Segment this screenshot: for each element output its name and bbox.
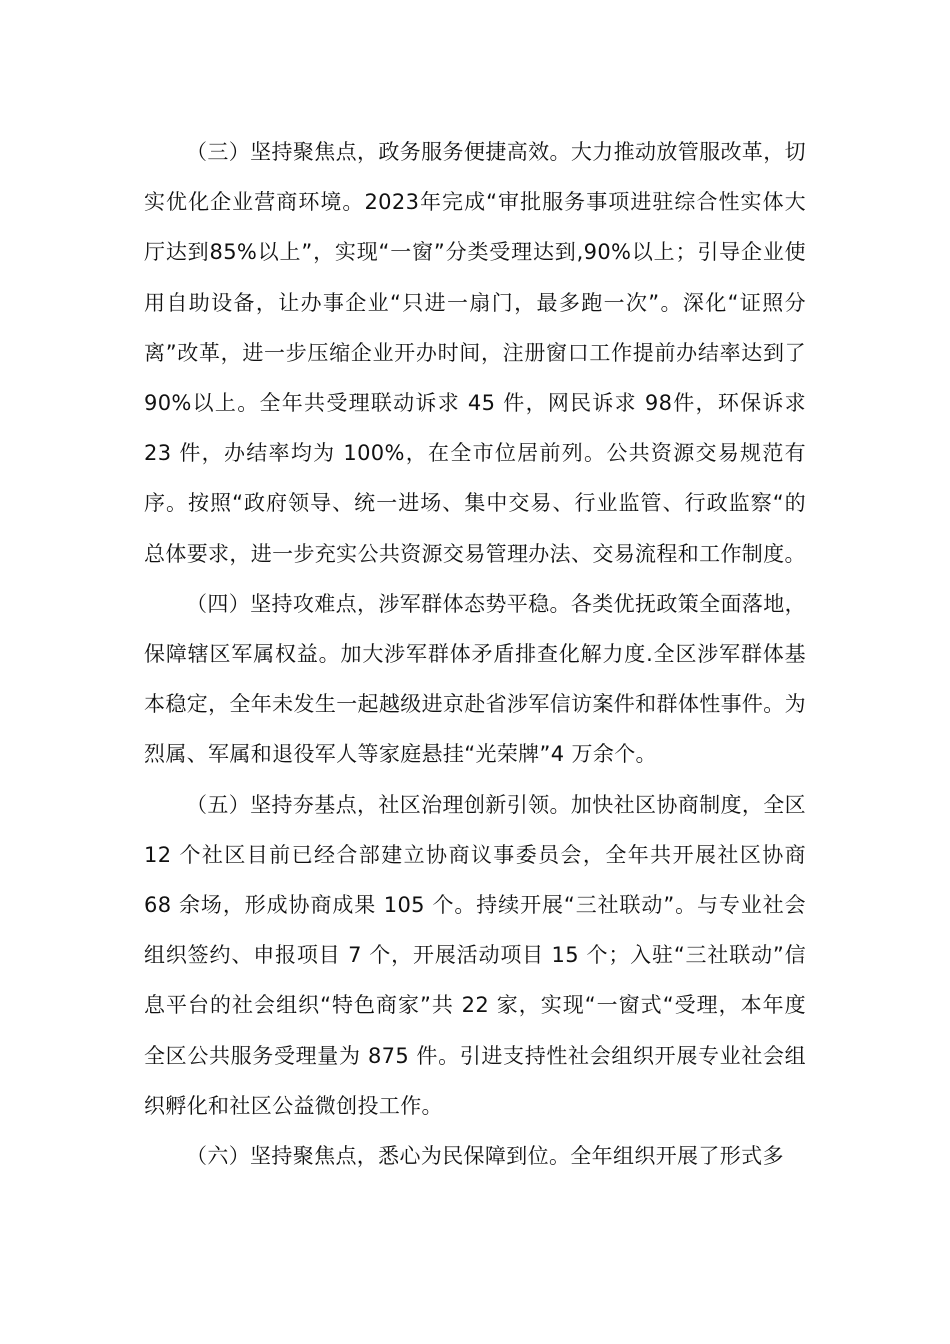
paragraph-government-services: （三）坚持聚焦点，政务服务便捷高效。大力推动放管服改革，切实优化企业营商环境。2023年完成“审批服务事项进驻综合性实体大厅达到85%以上”，实现“一窗”分类受理达到,90%以上；引导企业使用自助设备，让办事企业“只进一扇门，最多跑一次”。深化“证照分离”改革，进一步压缩企业开办时间，注册窗口工作提前办结率达到了 90%以上。全年共受理联动诉求 45 件，网民诉求 98件，环保诉求 23 件，办结率均为 100%，在全市位居前列。公共资源交易规范有序。按照“政府领导、统一进场、集中交易、行业监管、行政监察“的总体要求，进一步充实公共资源交易管理办法、交易流程和工作制度。 <box>144 140 807 566</box>
document-page <box>144 127 806 1181</box>
paragraph-community-governance: （五）坚持夯基点，社区治理创新引领。加快社区协商制度，全区 12 个社区目前已经合部建立协商议事委员会，全年共开展社区协商 68 余场，形成协商成果 105 个。持续开展“三社联动”。与专业社会组织签约、申报项目 7 个，开展活动项目 15 个；入驻“三社联动”信息平台的社会组织“特色商家”共 22 家，实现“一窗式“受理，本年度全区公共服务受理量为 875 件。引进支持性社会组织开展专业社会组织孵化和社区公益微创投工作。 <box>144 792 806 1118</box>
paragraph-military-groups: （四）坚持攻难点，涉军群体态势平稳。各类优抚政策全面落地，保障辖区军属权益。加大涉军群体矛盾排查化解力度.全区涉军群体基本稳定，全年未发生一起越级进京赴省涉军信访案件和群体性事件。为烈属、军属和退役军人等家庭悬挂“光荣牌”4 万余个。 <box>144 591 806 767</box>
paragraph-livelihood-security: （六）坚持聚焦点，悉心为民保障到位。全年组织开展了形式多 <box>186 1144 784 1169</box>
